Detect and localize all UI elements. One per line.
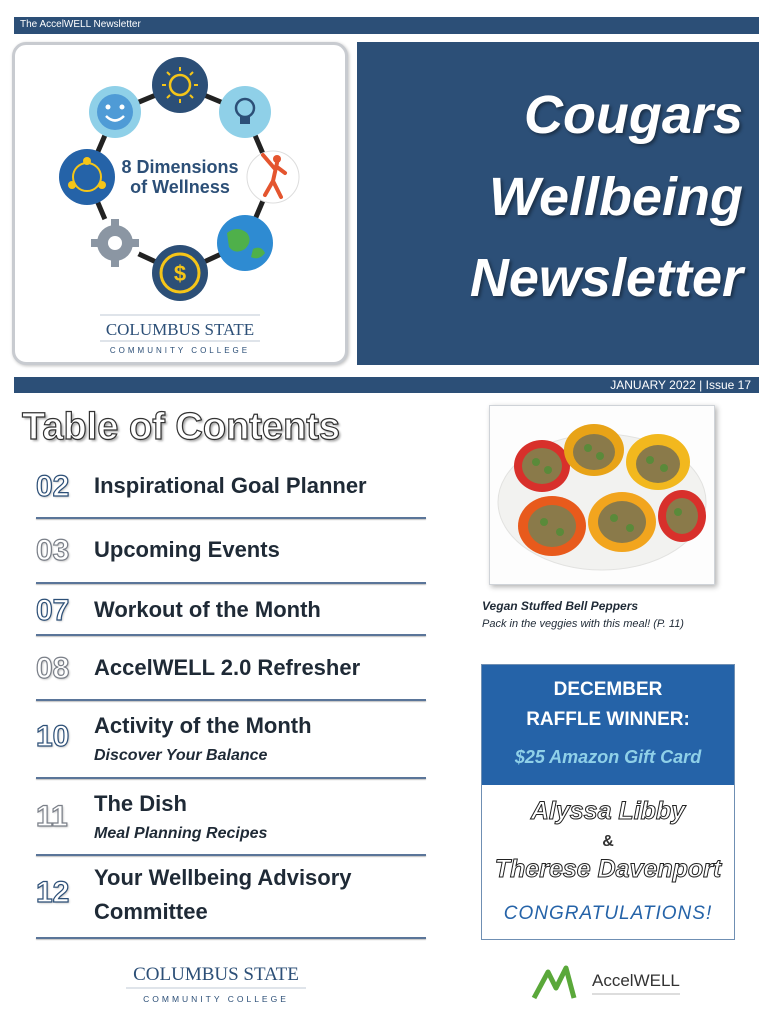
toc-label: AccelWELL 2.0 Refresher bbox=[94, 655, 361, 680]
photo-caption-title: Vegan Stuffed Bell Peppers bbox=[482, 599, 639, 613]
toc-label: Inspirational Goal Planner bbox=[94, 473, 367, 498]
toc-item[interactable] bbox=[36, 530, 426, 590]
toc-heading: Table of Contents bbox=[22, 406, 341, 448]
raffle-heading-line1: DECEMBER bbox=[553, 679, 663, 700]
toc-page-number: 10 bbox=[36, 720, 70, 753]
toc-item[interactable] bbox=[36, 650, 426, 710]
toc-item[interactable] bbox=[36, 788, 426, 860]
toc-label-line1: Your Wellbeing Advisory bbox=[94, 865, 352, 890]
accelwell-logo bbox=[530, 962, 690, 1006]
wheel-title-line2: of Wellness bbox=[130, 177, 230, 197]
accelwell-logo-text: AccelWELL bbox=[592, 971, 680, 990]
toc-divider bbox=[36, 937, 426, 939]
toc-sublabel: Meal Planning Recipes bbox=[94, 825, 268, 842]
svg-text:$: $ bbox=[173, 261, 187, 286]
wellness-wheel bbox=[15, 45, 345, 362]
wellness-logo bbox=[12, 42, 348, 365]
toc-label-line2: Committee bbox=[94, 899, 208, 924]
toc-page-number: 08 bbox=[36, 652, 70, 685]
toc-item[interactable] bbox=[36, 862, 426, 942]
toc-divider bbox=[36, 777, 426, 779]
toc-page-number: 03 bbox=[36, 534, 70, 567]
toc-item[interactable] bbox=[36, 710, 426, 782]
toc-divider bbox=[36, 699, 426, 701]
footer-college-sub: COMMUNITY COLLEGE bbox=[143, 994, 289, 1004]
wheel-title-line1: 8 Dimensions bbox=[121, 157, 239, 177]
college-sub: COMMUNITY COLLEGE bbox=[109, 346, 251, 355]
college-name: COLUMBUS STATE bbox=[105, 320, 255, 339]
toc-item[interactable] bbox=[36, 592, 426, 642]
smiley-icon bbox=[89, 86, 141, 138]
title-line3: Newsletter bbox=[469, 248, 743, 308]
toc-page-number: 02 bbox=[36, 470, 70, 503]
toc-item[interactable] bbox=[36, 466, 426, 526]
raffle-winner-box bbox=[481, 664, 735, 940]
toc-page-number: 12 bbox=[36, 876, 70, 909]
person-stretching-icon bbox=[247, 151, 299, 203]
newsletter-label: The AccelWELL Newsletter bbox=[20, 19, 141, 30]
footer-college-name: COLUMBUS STATE bbox=[133, 964, 299, 985]
issue-date: JANUARY 2022 | Issue 17 bbox=[610, 378, 751, 392]
issue-bar bbox=[14, 377, 759, 393]
toc-label: Activity of the Month bbox=[94, 713, 312, 738]
raffle-heading-line2: RAFFLE WINNER: bbox=[526, 709, 690, 730]
newsletter-label-bar bbox=[14, 17, 759, 34]
toc-label: Upcoming Events bbox=[94, 537, 280, 562]
title-line1: Cougars bbox=[523, 85, 743, 145]
raffle-header bbox=[482, 665, 734, 785]
raffle-congrats: CONGRATULATIONS! bbox=[503, 903, 713, 924]
globe-icon bbox=[217, 215, 273, 271]
stuffed-peppers-photo bbox=[489, 405, 715, 585]
raffle-winner-1: Alyssa Libby bbox=[530, 797, 686, 825]
lightbulb-icon bbox=[219, 86, 271, 138]
toc-label: The Dish bbox=[94, 791, 187, 816]
toc-divider bbox=[36, 854, 426, 856]
people-network-icon bbox=[59, 149, 115, 205]
toc-page-number: 11 bbox=[36, 800, 68, 833]
gear-icon bbox=[89, 217, 141, 269]
toc-divider bbox=[36, 517, 426, 519]
toc-page-number: 07 bbox=[36, 594, 70, 627]
raffle-prize: $25 Amazon Gift Card bbox=[514, 747, 702, 767]
toc-divider bbox=[36, 634, 426, 636]
dollar-icon bbox=[152, 245, 208, 301]
raffle-ampersand: & bbox=[602, 833, 614, 850]
toc-label: Workout of the Month bbox=[94, 597, 321, 622]
newsletter-title-box bbox=[357, 42, 759, 365]
title-line2: Wellbeing bbox=[488, 167, 743, 227]
columbus-state-logo bbox=[116, 958, 316, 1018]
toc-divider bbox=[36, 582, 426, 584]
raffle-winner-2: Therese Davenport bbox=[494, 855, 722, 883]
sun-icon bbox=[152, 57, 208, 113]
photo-caption-text: Pack in the veggies with this meal! (P. 11) bbox=[482, 618, 684, 630]
toc-sublabel: Discover Your Balance bbox=[94, 747, 268, 764]
